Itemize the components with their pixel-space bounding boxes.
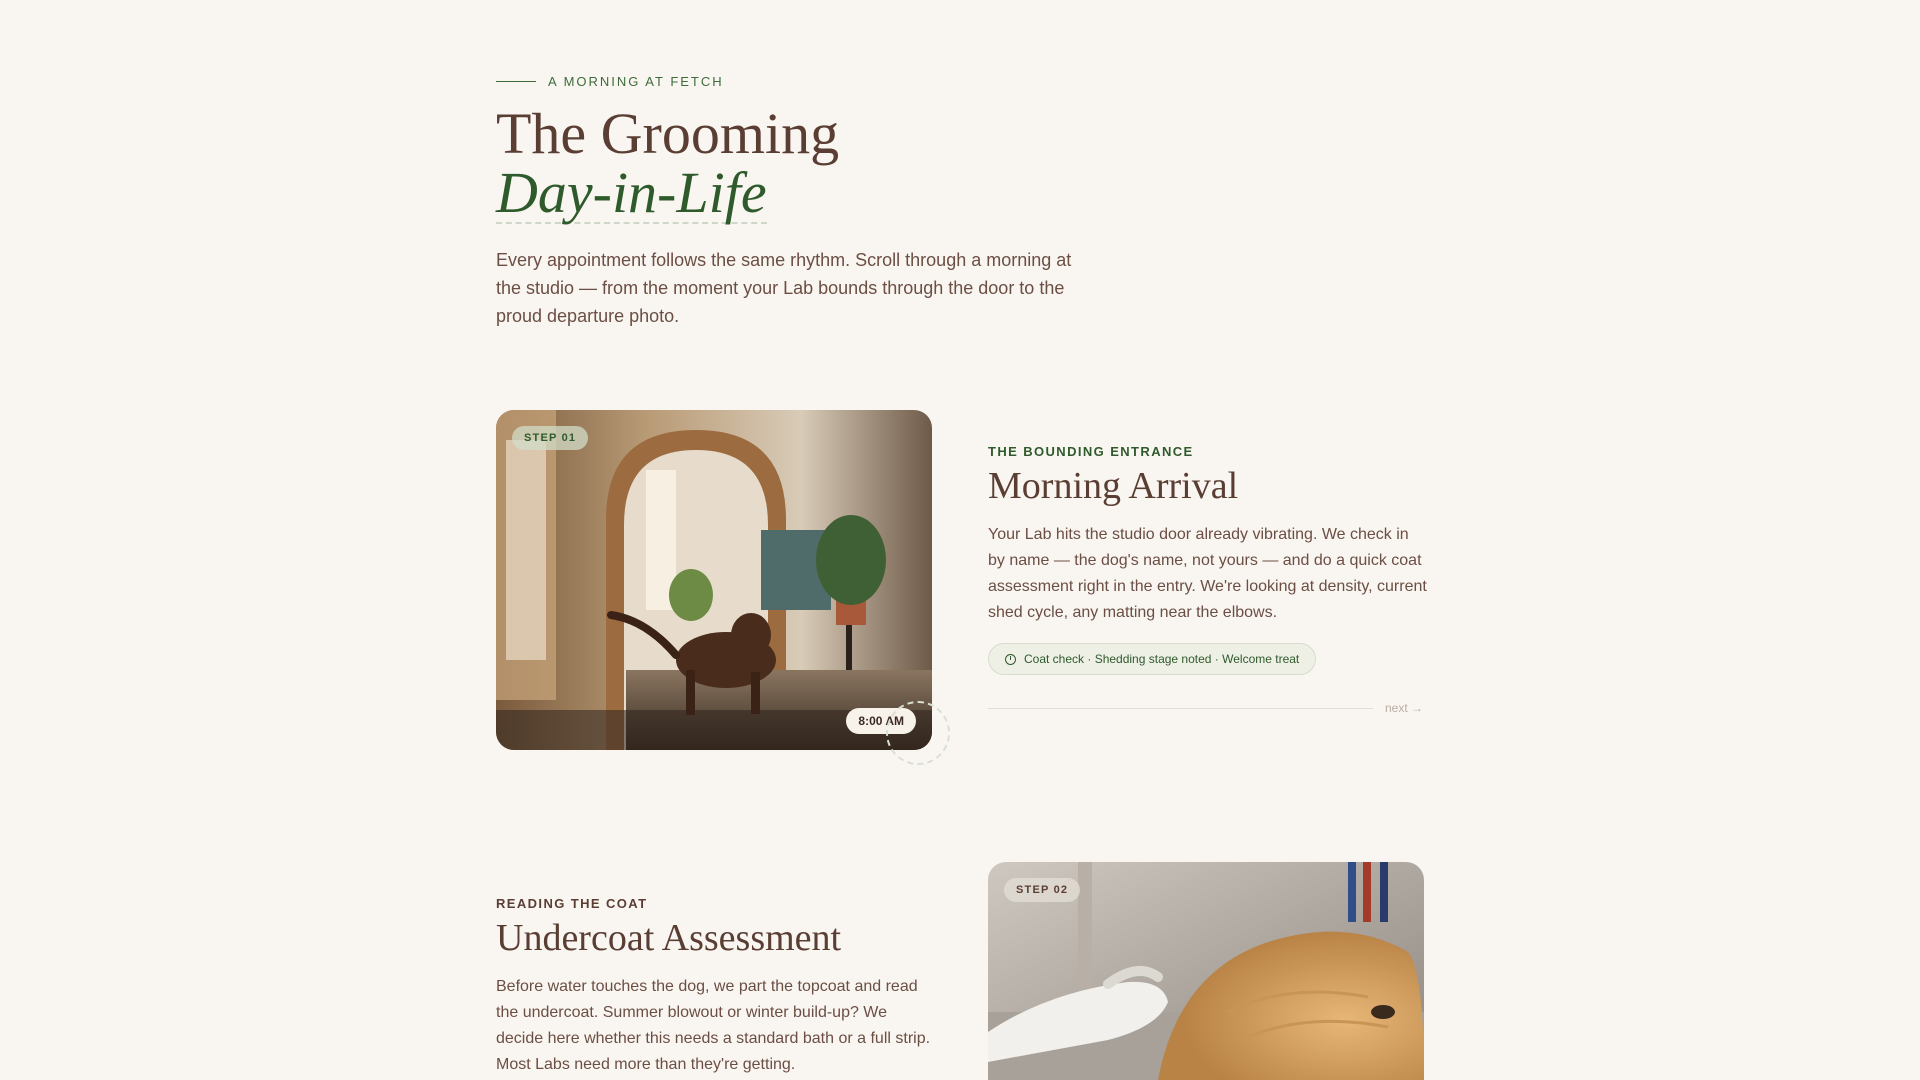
step-01-badge: STEP 01	[512, 426, 588, 450]
hero-description: Every appointment follows the same rhythm. Scroll through a morning at the studio — from the moment your Lab bounds through the door to the proud departure photo.	[496, 250, 1072, 326]
step-02-subtitle: READING THE COAT	[496, 896, 648, 911]
page-content	[496, 0, 1427, 1080]
step-02-body: Before water touches the dog, we part the topcoat and read the undercoat. Summer blowout or winter build-up? We decide here whether this needs a standard bath or a full strip. Most Labs need more than they're getting.	[496, 978, 931, 1073]
chip-text: Coat check · Shedding stage noted · Welcome treat	[1024, 652, 1300, 666]
hero-eyebrow	[496, 74, 724, 89]
step-01-title: Morning Arrival	[988, 465, 1239, 507]
step-02-badge: STEP 02	[1004, 878, 1080, 902]
step-01-next[interactable]	[988, 701, 1423, 715]
timeline-node	[886, 701, 950, 765]
page-title	[496, 101, 840, 231]
step-01-subtitle: THE BOUNDING ENTRANCE	[988, 444, 1194, 459]
step-02-title: Undercoat Assessment	[496, 917, 842, 959]
step-01-checklist-chip	[988, 643, 1316, 675]
title-line-2: Day-in-Life	[496, 160, 767, 225]
next-link[interactable]: next →	[1385, 701, 1424, 715]
labrador-arrival-image	[496, 410, 932, 750]
step-02-photo	[988, 862, 1424, 1080]
step-01-photo	[496, 410, 932, 750]
eyebrow-text: A MORNING AT FETCH	[548, 74, 724, 89]
clock-icon	[1005, 654, 1016, 665]
next-divider	[988, 708, 1373, 709]
step-01-body: Your Lab hits the studio door already vibrating. We check in by name — the dog's name, not yours — and do a quick coat assessment right in the entry. We're looking at density, current shed cycle, any matting near the elbows.	[988, 526, 1427, 621]
title-line-1: The Grooming	[496, 101, 840, 166]
eyebrow-rule	[496, 81, 536, 82]
step-01-time-badge: 8:00 AM	[846, 708, 916, 734]
